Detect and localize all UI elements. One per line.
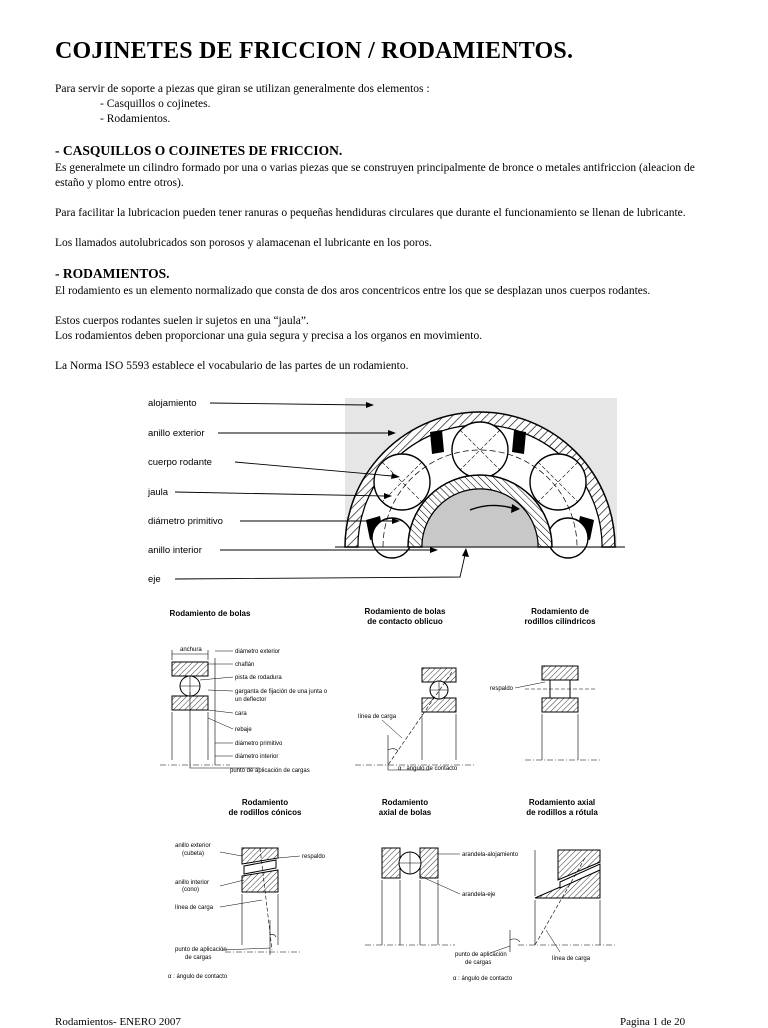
label-cara: cara	[235, 711, 247, 717]
label-cuerpo-rodante: cuerpo rodante	[148, 457, 212, 468]
label-jaula: jaula	[148, 487, 169, 498]
rodamientos-paragraph-1: El rodamiento es un elemento normalizado que consta de dos aros concentricos entre los que se desplazan unos cuerpos rodantes.	[55, 285, 651, 297]
cylindrical-roller-drawing	[525, 666, 600, 760]
title-rodillos-cilindricos-2: rodillos cilíndricos	[524, 617, 596, 626]
label-punto-axial-1: punto de aplicación	[455, 952, 507, 958]
rodamientos-paragraph-3: Los rodamientos deben proporcionar una guia segura y precisa a los organos en movimiento.	[55, 330, 483, 342]
label-punto-conico-2: de cargas	[185, 955, 212, 961]
label-linea-carga-conico: línea de carga	[175, 905, 214, 911]
title-rodamiento-bolas: Rodamiento de bolas	[169, 609, 251, 618]
label-punto-conico-1: punto de aplicación	[175, 947, 227, 953]
label-diametro-interior: diámetro interior	[235, 754, 279, 760]
title-rodillos-cilindricos-1: Rodamiento de	[531, 607, 589, 616]
label-linea-carga-axial: línea de carga	[552, 956, 591, 962]
casquillos-paragraph-2: Para facilitar la lubricacion pueden tener ranuras o pequeñas hendiduras circulares que durante el funcionamiento se llenan de lubricante.	[55, 207, 686, 219]
casquillos-paragraph-1: Es generalmete un cilindro formado por una o varias piezas que se construyen principalmente de bronce o metales antifriccion (aleacion de estaño y plomo entre otros).	[55, 162, 695, 189]
label-respaldo-conico: respaldo	[302, 854, 326, 860]
title-axial-rotula-2: de rodillos a rótula	[526, 808, 598, 817]
label-diametro-exterior: diámetro exterior	[235, 649, 281, 655]
label-anillo-exterior-small-2: (cubeta)	[182, 851, 205, 857]
label-linea-carga: línea de carga	[358, 714, 397, 720]
label-diametro-primitivo-small: diámetro primitivo	[235, 741, 283, 747]
label-arandela-alojamiento: arandela-alojamiento	[462, 852, 519, 858]
bearing-section-figure	[130, 390, 630, 590]
intro-line: Para servir de soporte a piezas que giran se utilizan generalmente dos elementos :	[55, 83, 430, 95]
footer-left: Rodamientos- ENERO 2007	[55, 1016, 181, 1028]
title-rodillos-conicos-1: Rodamiento	[241, 798, 289, 807]
label-eje: eje	[148, 574, 161, 585]
rodamientos-paragraph-4: La Norma ISO 5593 establece el vocabulario de las partes de un rodamiento.	[55, 360, 409, 372]
label-diametro-primitivo: diámetro primitivo	[148, 516, 223, 527]
label-anchura: anchura	[180, 647, 202, 653]
title-contacto-oblicuo-1: Rodamiento de bolas	[364, 607, 446, 616]
axial-ball-drawing	[365, 848, 520, 952]
label-angulo-conico: α : ángulo de contacto	[168, 974, 228, 980]
bearing-types-figure	[130, 600, 650, 990]
label-anillo-exterior-small-1: anillo exterior	[175, 843, 211, 849]
casquillos-paragraph-3: Los llamados autolubricados son porosos y alamacenan el lubricante en los poros.	[55, 237, 432, 249]
label-respaldo-cil: respaldo	[490, 686, 514, 692]
intro-item: - Casquillos o cojinetes.	[100, 97, 211, 110]
section-heading-rodamientos: - RODAMIENTOS.	[55, 266, 170, 281]
label-anillo-interior-small-2: (cono)	[182, 887, 200, 893]
label-angulo-contacto: α : ángulo de contacto	[398, 766, 458, 772]
label-garganta-2: un deflector	[235, 697, 267, 703]
label-punto-aplicacion: punto de aplicación de cargas	[230, 768, 310, 774]
section-heading-casquillos: - CASQUILLOS O COJINETES DE FRICCION.	[55, 143, 343, 158]
title-rodillos-conicos-2: de rodillos cónicos	[228, 808, 302, 817]
rodamientos-paragraph-2: Estos cuerpos rodantes suelen ir sujetos en una “jaula”.	[55, 315, 309, 327]
label-anillo-interior-small-1: anillo interior	[175, 880, 210, 886]
title-axial-bolas-1: Rodamiento	[381, 798, 429, 807]
label-anillo-interior: anillo interior	[148, 545, 202, 556]
page-title: COJINETES DE FRICCION / RODAMIENTOS.	[55, 38, 574, 64]
intro-paragraph	[55, 82, 715, 126]
label-rebaje: rebaje	[235, 727, 252, 733]
tapered-roller-drawing	[225, 848, 300, 955]
label-pista-rodadura: pista de rodadura	[235, 675, 282, 681]
label-garganta-1: garganta de fijación de una junta o	[235, 689, 328, 695]
label-chaflan: chaflán	[235, 662, 255, 668]
label-anillo-exterior: anillo exterior	[148, 428, 205, 439]
footer-right: Pagina 1 de 20	[620, 1016, 686, 1028]
title-contacto-oblicuo-2: de contacto oblicuo	[367, 617, 443, 626]
label-arandela-eje: arandela-eje	[462, 892, 496, 898]
label-alojamiento: alojamiento	[148, 398, 197, 409]
label-punto-axial-2: de cargas	[465, 960, 492, 966]
title-axial-rotula-1: Rodamiento axial	[528, 798, 596, 807]
title-axial-bolas-2: axial de bolas	[378, 808, 432, 817]
spherical-thrust-drawing	[518, 850, 615, 945]
label-angulo-axial: α : ángulo de contacto	[453, 976, 513, 982]
intro-item: - Rodamientos.	[100, 112, 171, 125]
